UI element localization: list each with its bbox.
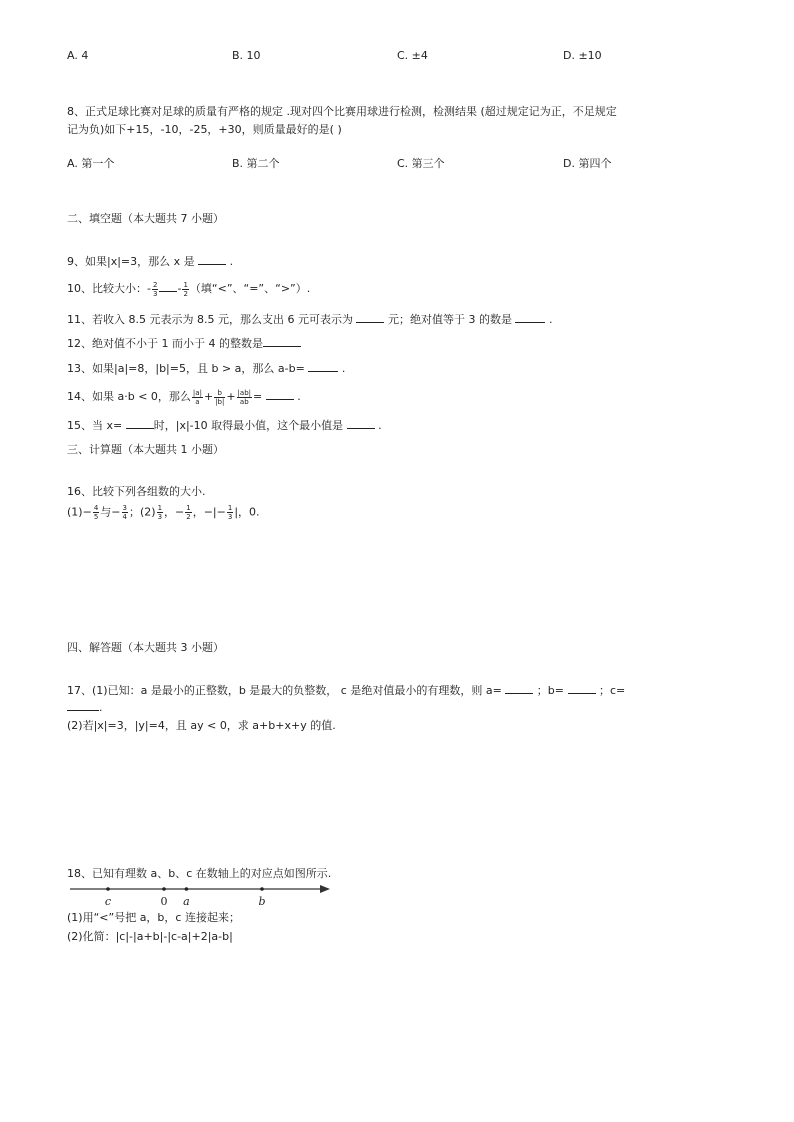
answer-blank[interactable] <box>308 360 338 372</box>
answer-blank[interactable] <box>126 417 154 429</box>
q7-option-a: A. 4 <box>67 49 89 62</box>
question-15 <box>67 417 382 434</box>
fraction: $\frac{4}{5}$ <box>93 504 99 521</box>
q14-text: 14、如果 a·b < 0，那么 <box>67 390 191 403</box>
q8-line1: 8、正式足球比赛对足球的质量有严格的规定 .现对四个比赛用球进行检测，检测结果 (超过规定记为正，不足规定 <box>67 105 617 118</box>
minus-sign: - <box>147 282 151 295</box>
plus-sign: + <box>226 390 236 403</box>
point-label-origin: 0 <box>160 895 168 908</box>
q16-title: 16、比较下列各组数的大小. <box>67 485 206 498</box>
answer-blank[interactable] <box>356 311 384 323</box>
q18-title: 18、已知有理数 a、b、c 在数轴上的对应点如图所示. <box>67 867 332 880</box>
q8-option-d: D. 第四个 <box>563 157 612 170</box>
q11-end: . <box>548 313 553 326</box>
q17-continuation: . <box>67 699 103 716</box>
fraction: $\frac{1}{2}$ <box>186 504 191 521</box>
q18-part2: (2)化简：|c|-|a+b|-|c-a|+2|a-b| <box>67 930 233 943</box>
answer-blank[interactable] <box>266 388 294 400</box>
answer-blank[interactable] <box>263 335 301 347</box>
q16-expression: (1)− $\frac{4}{5}$ 与− $\frac{3}{4}$ ；(2) $\frac{1}{3}$ ，− $\frac{1}{2}$ ，−|− $\frac{1}{3}$ |，0. <box>67 504 260 521</box>
q17-text-b: ；b= <box>536 684 564 697</box>
q8-option-a: A. 第一个 <box>67 157 115 170</box>
point-b <box>260 887 264 891</box>
point-label-b: b <box>258 895 266 908</box>
section-4-heading: 四、解答题（本大题共 3 小题） <box>67 641 224 654</box>
q15-end: . <box>378 419 382 432</box>
question-14 <box>67 388 301 406</box>
fraction: $\frac{1}{2}$ <box>183 280 188 298</box>
answer-blank[interactable] <box>67 699 99 711</box>
answer-blank[interactable] <box>198 253 226 265</box>
q18-part1: (1)用“<”号把 a，b，c 连接起来； <box>67 911 240 924</box>
plus-sign: + <box>203 390 214 403</box>
q15-text: 15、当 x= <box>67 419 123 432</box>
q17-text: 17、(1)已知：a 是最小的正整数，b 是最大的负整数， c 是绝对值最小的有理数，则 a= <box>67 684 502 697</box>
q7-option-d: D. ±10 <box>563 49 602 62</box>
q8-option-b: B. 第二个 <box>232 157 280 170</box>
q8-option-c: C. 第三个 <box>397 157 445 170</box>
answer-blank[interactable] <box>159 280 177 292</box>
q7-option-c: C. ±4 <box>397 49 428 62</box>
point-label-a: a <box>183 895 190 908</box>
arrow-icon <box>320 885 330 893</box>
question-17-part2: (2)若|x|=3，|y|=4，且 ay < 0，求 a+b+x+y 的值. <box>67 719 336 732</box>
fraction: $\frac{2}{3}$ <box>152 280 158 298</box>
q8-line2: 记为负)如下+15，-10，-25，+30，则质量最好的是( ) <box>67 123 342 136</box>
q10-hint: （填“<”、“=”、“>”）. <box>189 282 311 295</box>
q11-text: 11、若收入 8.5 元表示为 8.5 元，那么支出 6 元可表示为 <box>67 313 353 326</box>
q13-end: . <box>341 362 346 375</box>
question-9 <box>67 253 233 270</box>
q11-text-b: 元；绝对值等于 3 的数是 <box>387 313 512 326</box>
minus-sign: - <box>177 282 182 295</box>
q9-text: 9、如果|x|=3，那么 x 是 <box>67 255 195 268</box>
question-13 <box>67 360 345 377</box>
fraction: $\frac{3}{4}$ <box>122 504 127 521</box>
q13-text: 13、如果|a|=8，|b|=5，且 b > a，那么 a-b= <box>67 362 305 375</box>
answer-blank[interactable] <box>568 682 596 694</box>
answer-blank[interactable] <box>515 311 545 323</box>
q15-text-b: 时，|x|-10 取得最小值，这个最小值是 <box>153 419 344 432</box>
fraction: $\frac{1}{3}$ <box>157 504 163 521</box>
q10-text: 10、比较大小： <box>67 282 147 295</box>
fraction: $\frac{b}{|b|}$ <box>215 388 225 406</box>
question-10 <box>67 280 310 298</box>
answer-blank[interactable] <box>347 417 375 429</box>
question-11 <box>67 311 552 328</box>
question-17-part1 <box>67 682 625 699</box>
fraction: $\frac{|ab|}{ab}$ <box>237 388 251 406</box>
answer-blank[interactable] <box>505 682 533 694</box>
point-label-c: c <box>104 895 112 908</box>
q7-option-b: B. 10 <box>232 49 261 62</box>
section-3-heading: 三、计算题（本大题共 1 小题） <box>67 443 224 456</box>
section-2-heading: 二、填空题（本大题共 7 小题） <box>67 212 224 225</box>
point-origin <box>162 887 166 891</box>
fraction: $\frac{|a|}{a}$ <box>192 388 202 406</box>
question-12 <box>67 335 301 352</box>
q14-end: . <box>297 390 301 403</box>
equals-sign: = <box>253 390 263 403</box>
point-c <box>106 887 110 891</box>
number-line <box>68 880 338 910</box>
fraction: $\frac{1}{3}$ <box>227 504 233 521</box>
point-a <box>185 887 189 891</box>
q17-text-c: ；c= <box>599 684 626 697</box>
q12-text: 12、绝对值不小于 1 而小于 4 的整数是 <box>67 337 263 350</box>
q9-end: . <box>229 255 234 268</box>
